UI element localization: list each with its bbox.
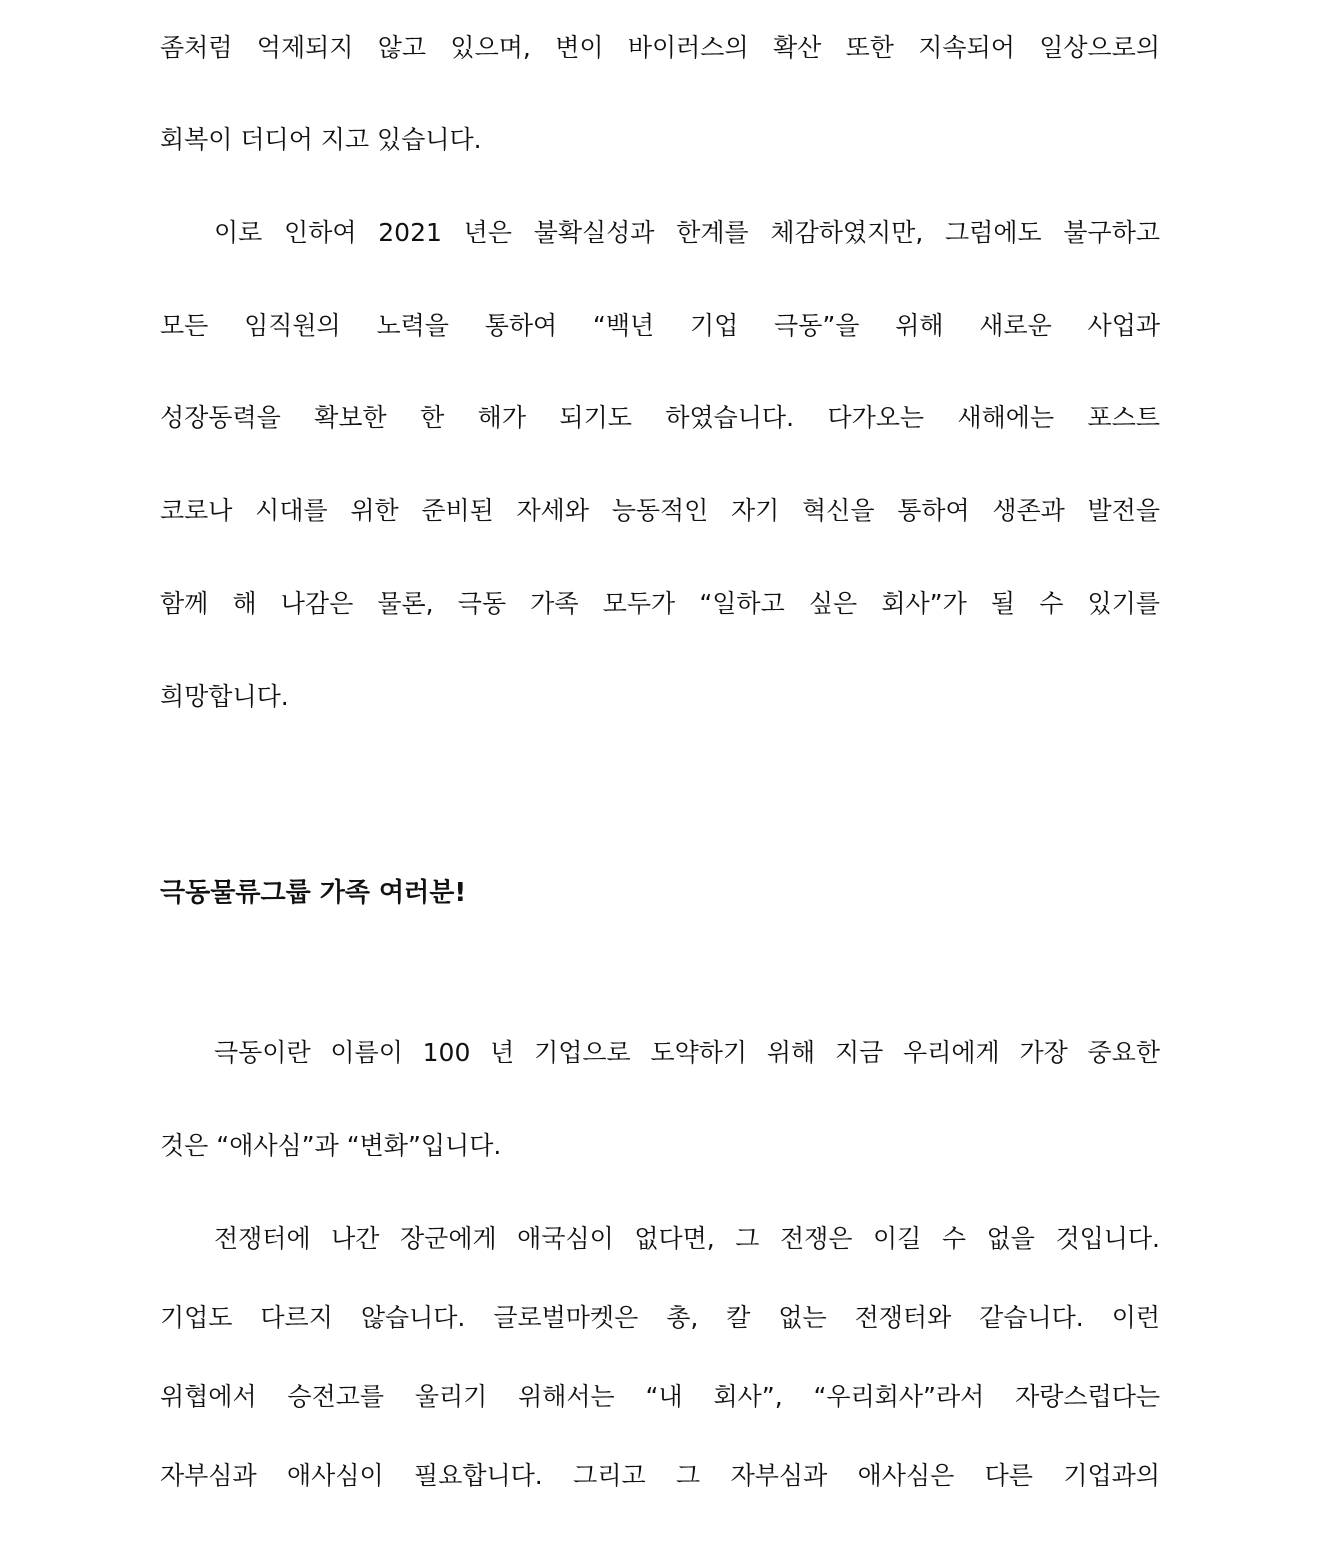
paragraph-4-line-2: 기업도 다르지 않습니다. 글로벌마켓은 총, 칼 없는 전쟁터와 같습니다. 이런 xyxy=(160,1303,1160,1332)
section-heading: 극동물류그룹 가족 여러분! xyxy=(160,878,467,908)
paragraph-3-line-1: 극동이란 이름이 100 년 기업으로 도약하기 위해 지금 우리에게 가장 중요한 xyxy=(214,1038,1160,1067)
paragraph-2-line-3: 성장동력을 확보한 한 해가 되기도 하였습니다. 다가오는 새해에는 포스트 xyxy=(160,403,1160,432)
paragraph-4-line-4: 자부심과 애사심이 필요합니다. 그리고 그 자부심과 애사심은 다른 기업과의 xyxy=(160,1461,1160,1490)
paragraph-2-line-1: 이로 인하여 2021 년은 불확실성과 한계를 체감하였지만, 그럼에도 불구하고 xyxy=(214,218,1160,247)
paragraph-2-line-4: 코로나 시대를 위한 준비된 자세와 능동적인 자기 혁신을 통하여 생존과 발전을 xyxy=(160,496,1160,525)
paragraph-1-line-1: 좀처럼 억제되지 않고 있으며, 변이 바이러스의 확산 또한 지속되어 일상으로의 xyxy=(160,33,1160,62)
paragraph-2-line-6: 희망합니다. xyxy=(160,682,289,711)
paragraph-4-line-3: 위협에서 승전고를 울리기 위해서는 “내 회사”, “우리회사”라서 자랑스럽다는 xyxy=(160,1382,1160,1411)
paragraph-4-line-1: 전쟁터에 나간 장군에게 애국심이 없다면, 그 전쟁은 이길 수 없을 것입니다. xyxy=(214,1224,1160,1253)
paragraph-3-line-2: 것은 “애사심”과 “변화”입니다. xyxy=(160,1131,502,1160)
paragraph-2-line-5: 함께 해 나감은 물론, 극동 가족 모두가 “일하고 싶은 회사”가 될 수 있기를 xyxy=(160,589,1160,618)
paragraph-2-line-2: 모든 임직원의 노력을 통하여 “백년 기업 극동”을 위해 새로운 사업과 xyxy=(160,311,1160,340)
paragraph-1-line-2: 회복이 더디어 지고 있습니다. xyxy=(160,125,482,154)
